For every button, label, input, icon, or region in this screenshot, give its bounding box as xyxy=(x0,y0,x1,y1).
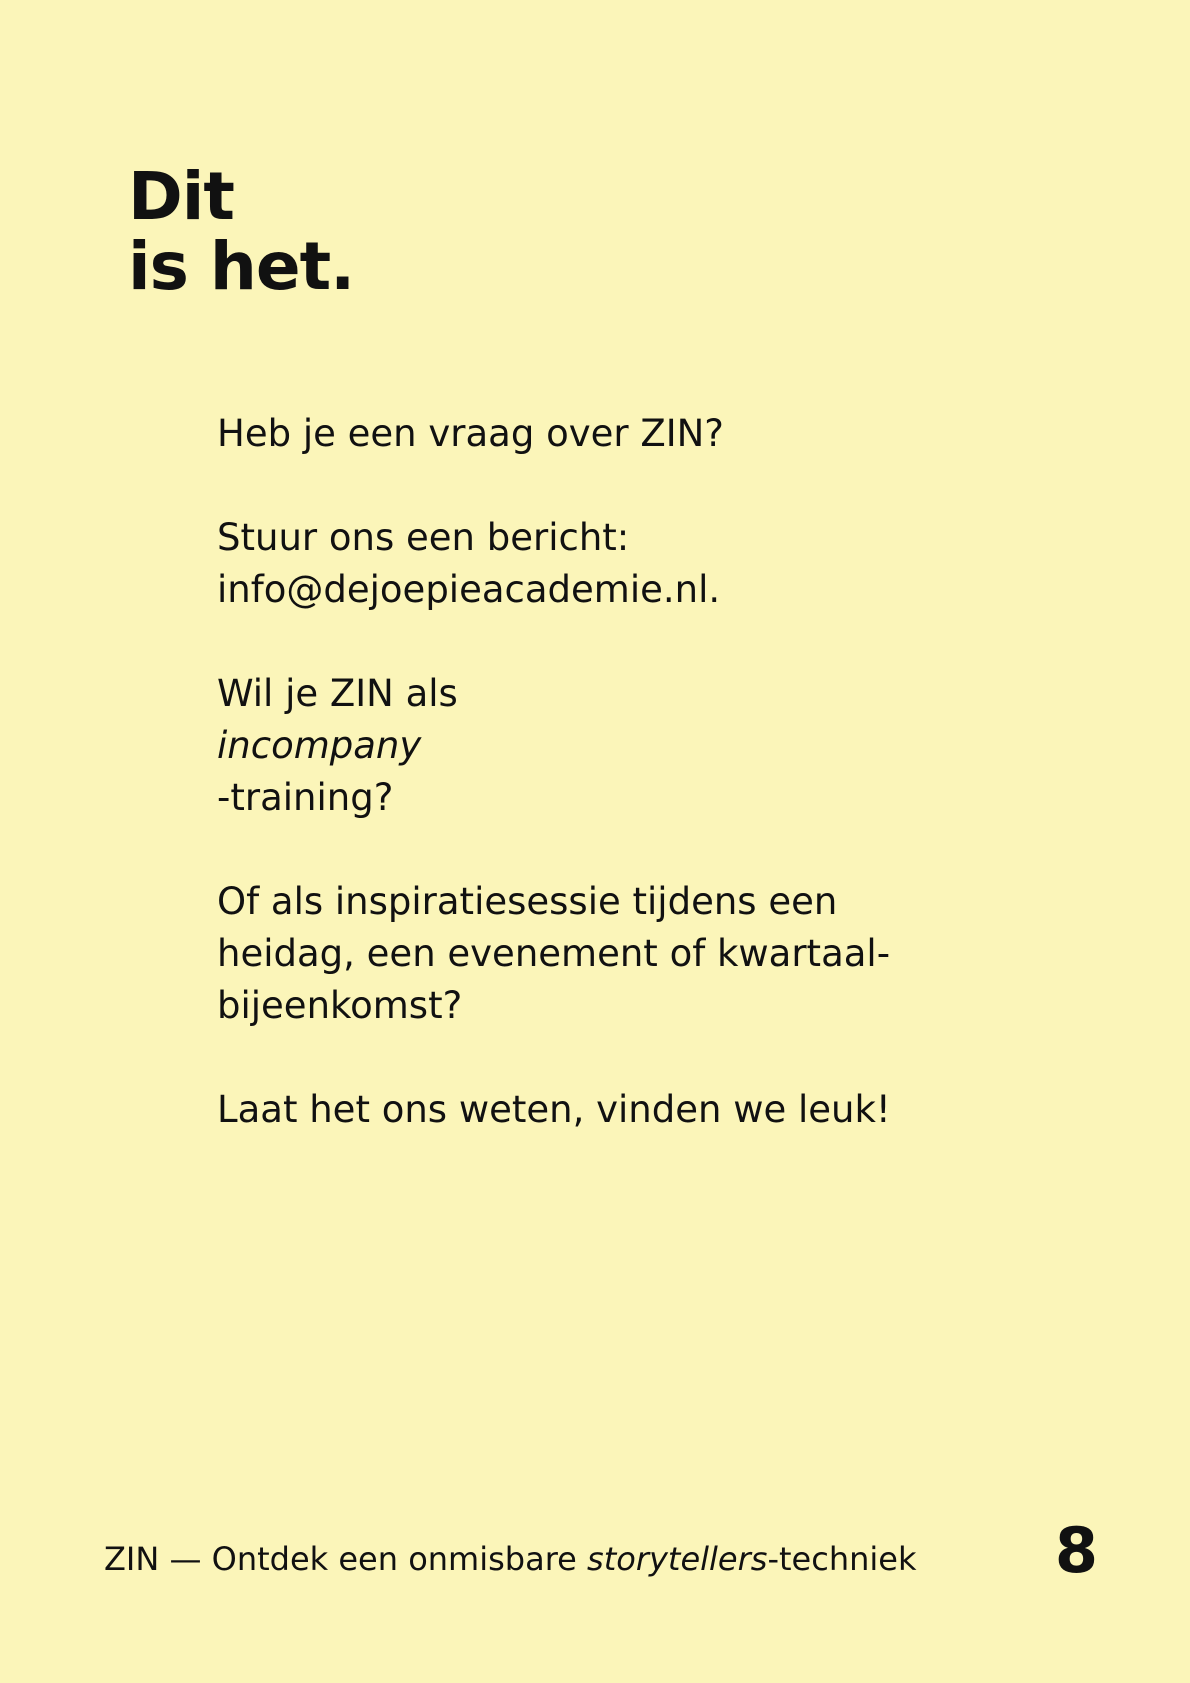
inspiration-line-3: bijeenkomst? xyxy=(217,984,463,1027)
page-title xyxy=(128,158,355,305)
inspiration-line-2: heidag, een evenement of kwartaal- xyxy=(217,932,891,975)
title-line-2: is het. xyxy=(128,228,355,305)
footer-suffix: -techniek xyxy=(767,1540,917,1578)
footer-prefix: ZIN — Ontdek een onmisbare xyxy=(104,1540,588,1578)
incompany-emphasis: incompany xyxy=(217,724,422,767)
closing-paragraph xyxy=(217,1084,1037,1136)
inspiration-paragraph xyxy=(217,876,1037,1032)
incompany-paragraph xyxy=(217,668,1037,824)
page-number: 8 xyxy=(1054,1514,1098,1587)
question-paragraph xyxy=(217,408,1037,460)
contact-paragraph xyxy=(217,512,1037,616)
inspiration-line-1: Of als inspiratiesessie tijdens een xyxy=(217,880,838,923)
incompany-prefix: Wil je ZIN als xyxy=(217,672,458,715)
contact-intro: Stuur ons een bericht: xyxy=(217,516,630,559)
page-footer xyxy=(104,1536,916,1582)
contact-email-link[interactable]: info@dejoepieacademie.nl. xyxy=(217,568,721,611)
body-text xyxy=(217,408,1037,1188)
closing-text: Laat het ons weten, vinden we leuk! xyxy=(217,1088,891,1131)
question-text: Heb je een vraag over ZIN? xyxy=(217,412,724,455)
footer-emphasis: storytellers xyxy=(587,1540,768,1578)
incompany-line xyxy=(217,668,1037,824)
incompany-suffix: -training? xyxy=(217,776,394,819)
title-line-1: Dit xyxy=(128,158,234,235)
